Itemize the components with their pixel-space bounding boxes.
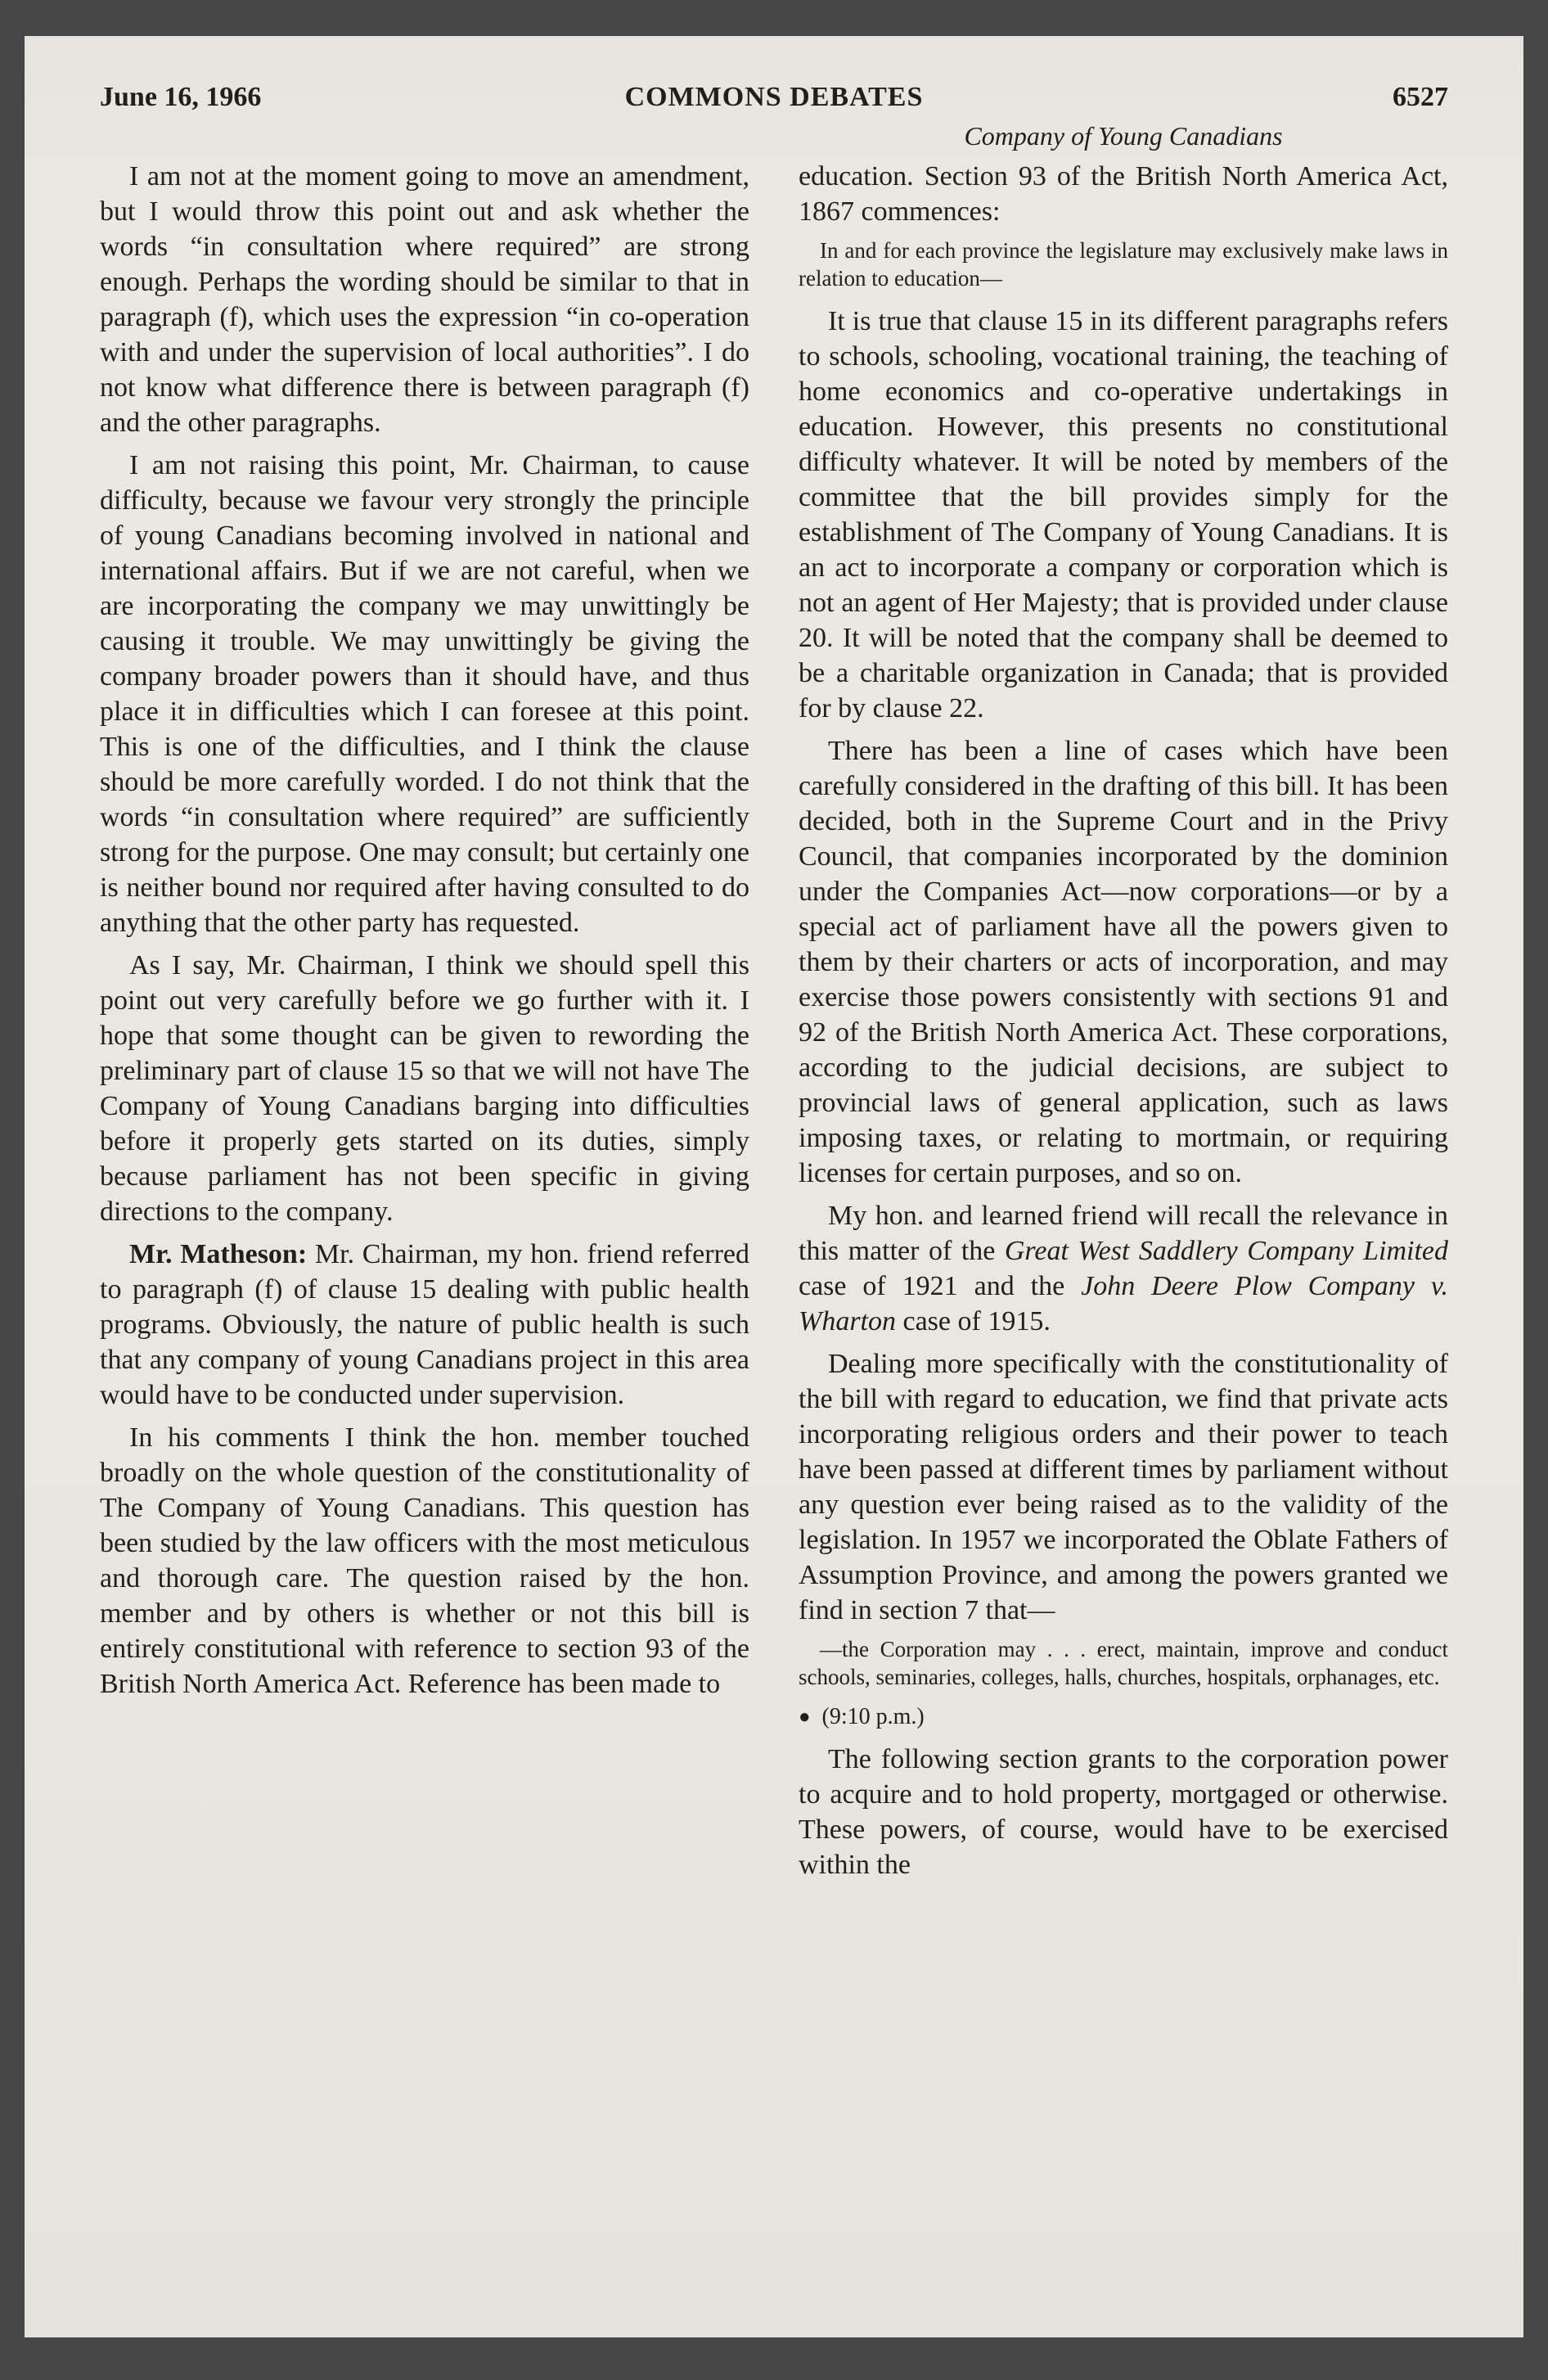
bullet-icon: ● bbox=[799, 1706, 811, 1728]
case-paragraph-pre: My hon. and learned friend will recall the relevance in this matter of the bbox=[799, 1201, 1448, 1266]
paragraph-left-5: In his comments I think the hon. member touched broadly on the whole question of the constitutionality of The Company of Young Canadians. This question has been studied by the law officers with the most meticulous and thorough care. The question raised by the hon. member and by others is whether or not this bill is entirely constitutional with reference to section 93 of the British North America Act. Reference has been made to bbox=[100, 1422, 749, 1699]
paragraph-right-5: Dealing more specifically with the constitutionality of the bill with regard to education, we find that private acts incorporating religious orders and their power to teach have been passed at different times by parliament without any question ever being raised as to the validity of the legislation. In 1957 we incorporated the Oblate Fathers of Assumption Province, and among the powers granted we find in section 7 that— bbox=[799, 1349, 1448, 1625]
case-name-john-deere: John Deere Plow Company v. Wharton bbox=[799, 1271, 1448, 1336]
header-page-number: 6527 bbox=[1393, 82, 1448, 112]
corporation-quote: —the Corporation may . . . erect, maintain, improve and conduct schools, seminaries, colleges, halls, churches, hospitals, orphanages, etc. bbox=[799, 1637, 1448, 1689]
text-columns bbox=[100, 121, 1448, 1890]
paragraph-left-4 bbox=[100, 1237, 749, 1413]
paragraph-right-6: The following section grants to the corporation power to acquire and to hold property, mortgaged or otherwise. These powers, of course, would have to be exercised within the bbox=[799, 1744, 1448, 1880]
case-paragraph-mid: case of 1921 and the bbox=[799, 1271, 1082, 1301]
speaker-text: Mr. Chairman, my hon. friend referred to paragraph (f) of clause 15 dealing with public health programs. Obviously, the nature of public health is such that any company of young Canadians project in this area would have to be conducted under supervision. bbox=[100, 1239, 749, 1410]
speaker-name: Mr. Matheson: bbox=[129, 1239, 308, 1269]
running-head: Company of Young Canadians bbox=[964, 121, 1283, 151]
paragraph-right-2: It is true that clause 15 in its different paragraphs refers to schools, schooling, vocational training, the teaching of home economics and co-operative undertakings in education. However, this presents no constitutional difficulty whatever. It will be noted by members of the committee that the bill provides simply for the establishment of The Company of Young Canadians. It is an act to incorporate a company or corporation which is not an agent of Her Majesty; that is provided under clause 20. It will be noted that the company shall be deemed to be a charitable organization in Canada; that is provided for by clause 22. bbox=[799, 306, 1448, 723]
header-title: COMMONS DEBATES bbox=[624, 82, 924, 112]
paragraph-right-1: education. Section 93 of the British North America Act, 1867 commences: bbox=[799, 161, 1448, 227]
header-date: June 16, 1966 bbox=[100, 82, 262, 112]
paragraph-left-2: I am not raising this point, Mr. Chairman, to cause difficulty, because we favour very strongly the principle of young Canadians becoming involved in national and international affairs. But if we are not careful, when we are incorporating the company we may unwittingly be causing it trouble. We may unwittingly be giving the company broader powers than it should have, and thus place it in difficulties which I can foresee at this point. This is one of the difficulties, and I think the clause should be more carefully worded. I do not think that the words “in consultation where required” are sufficiently strong for the purpose. One may consult; but certainly one is neither bound nor required after having consulted to do anything that the other party has requested. bbox=[100, 450, 749, 938]
paragraph-left-3: As I say, Mr. Chairman, I think we should spell this point out very carefully before we go further with it. I hope that some thought can be given to rewording the preliminary part of clause 15 so that we will not have The Company of Young Canadians barging into difficulties before it properly gets started on its duties, simply because parliament has not been specific in giving directions to the company. bbox=[100, 950, 749, 1227]
statute-quote: In and for each province the legislature may exclusively make laws in relation to education— bbox=[799, 238, 1448, 291]
paragraph-right-4 bbox=[799, 1198, 1448, 1339]
time-marker: (9:10 p.m.) bbox=[821, 1704, 925, 1729]
document-page bbox=[25, 36, 1523, 2337]
time-marker-line bbox=[799, 1702, 1448, 1732]
case-paragraph-post: case of 1915. bbox=[896, 1306, 1051, 1336]
left-column bbox=[100, 159, 749, 1890]
page-header bbox=[100, 82, 1448, 113]
case-name-great-west: Great West Saddlery Company Limited bbox=[1004, 1236, 1448, 1266]
paragraph-left-1: I am not at the moment going to move an amendment, but I would throw this point out and ask whether the words “in consultation where required” are strong enough. Perhaps the wording should be similar to that in paragraph (f), which uses the expression “in co-operation with and under the supervision of local authorities”. I do not know what difference there is between paragraph (f) and the other paragraphs. bbox=[100, 161, 749, 438]
right-column bbox=[799, 121, 1448, 1890]
paragraph-right-3: There has been a line of cases which have been carefully considered in the drafting of this bill. It has been decided, both in the Supreme Court and in the Privy Council, that companies incorporated by the dominion under the Companies Act—now corporations—or by a special act of parliament have all the powers given to them by their charters or acts of incorporation, and may exercise those powers consistently with sections 91 and 92 of the British North America Act. These corporations, according to the judicial decisions, are subject to provincial laws of general application, such as laws imposing taxes, or relating to mortmain, or requiring licenses for certain purposes, and so on. bbox=[799, 736, 1448, 1188]
